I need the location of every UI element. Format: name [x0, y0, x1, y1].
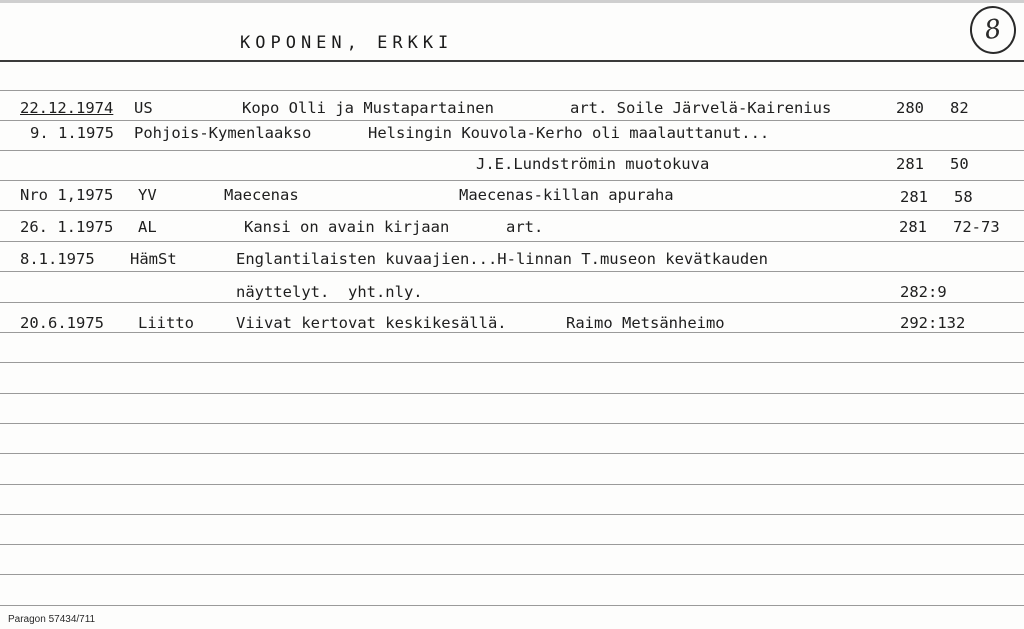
ruled-line: [0, 150, 1024, 151]
ruled-line: [0, 605, 1024, 606]
entry-title: Viivat kertovat keskikesällä.: [236, 314, 507, 332]
entry-source: Liitto: [138, 314, 194, 332]
card-number: 8: [982, 13, 1004, 47]
card-footer-imprint: Paragon 57434/711: [8, 614, 96, 625]
entry-volume: 281: [899, 218, 927, 236]
ruled-line: [0, 302, 1024, 303]
entry-note: art.: [506, 218, 544, 236]
ruled-line: [0, 393, 1024, 394]
entry-date: 26. 1.1975: [20, 218, 114, 236]
entry-date: 20.6.1975: [20, 314, 104, 332]
ruled-line: [0, 423, 1024, 424]
entry-page: 58: [954, 188, 973, 206]
entry-volume: 281: [900, 188, 928, 206]
entry-date: Nro 1,1975: [20, 186, 114, 204]
entry-note: art. Soile Järvelä-Kairenius: [570, 99, 832, 117]
ruled-line: [0, 120, 1024, 121]
entry-title: näyttelyt. yht.nly.: [236, 283, 423, 301]
entry-source: Pohjois-Kymenlaakso: [134, 124, 312, 142]
ruled-line: [0, 241, 1024, 242]
ruled-line: [0, 90, 1024, 91]
card-title: KOPONEN, ERKKI: [240, 33, 454, 53]
entry-page: 50: [950, 155, 969, 173]
ruled-line: [0, 271, 1024, 272]
entry-note: Raimo Metsänheimo: [566, 314, 725, 332]
entry-source: YV: [138, 186, 157, 204]
entry-date: 9. 1.1975: [30, 124, 114, 142]
card-top-edge: [0, 0, 1024, 3]
entry-volume: 281: [896, 155, 924, 173]
entry-reference: 282:9: [900, 283, 947, 301]
ruled-line: [0, 574, 1024, 575]
ruled-line: [0, 544, 1024, 545]
entry-source: US: [134, 99, 153, 117]
ruled-line: [0, 514, 1024, 515]
entry-source: HämSt: [130, 250, 177, 268]
entry-title: J.E.Lundströmin muotokuva: [476, 155, 710, 173]
entry-volume: 280: [896, 99, 924, 117]
entry-page: 82: [950, 99, 969, 117]
ruled-line: [0, 180, 1024, 181]
entry-title: Englantilaisten kuvaajien...H-linnan T.museon kevätkauden: [236, 250, 768, 268]
entry-title: Maecenas: [224, 186, 299, 204]
entry-title: Kopo Olli ja Mustapartainen: [242, 99, 494, 117]
ruled-line: [0, 362, 1024, 363]
entry-source: AL: [138, 218, 157, 236]
ruled-line: [0, 453, 1024, 454]
entry-reference: 292:132: [900, 314, 966, 332]
entry-title: Kansi on avain kirjaan: [244, 218, 450, 236]
ruled-line: [0, 332, 1024, 333]
entry-note: Maecenas-killan apuraha: [459, 186, 674, 204]
header-rule: [0, 60, 1024, 62]
ruled-line: [0, 210, 1024, 211]
entry-date: 22.12.1974: [20, 99, 114, 117]
card-number-circle: [967, 3, 1019, 57]
ruled-line: [0, 484, 1024, 485]
entry-date: 8.1.1975: [20, 250, 95, 268]
entry-title: Helsingin Kouvola-Kerho oli maalauttanut...: [368, 124, 770, 142]
entry-page: 72-73: [953, 218, 1000, 236]
